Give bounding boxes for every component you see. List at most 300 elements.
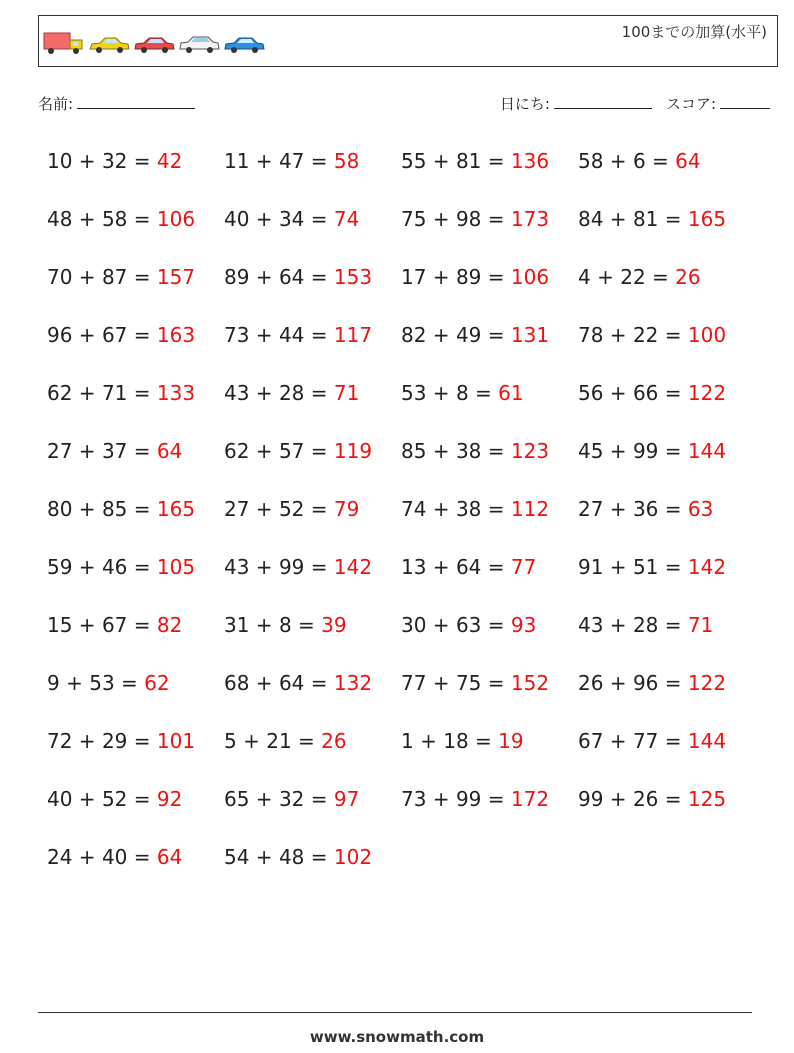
equals-sign: =	[304, 787, 334, 811]
answer: 71	[687, 613, 714, 637]
equals-sign: =	[658, 787, 688, 811]
answer: 39	[321, 613, 347, 637]
problem-item	[578, 491, 755, 549]
plus-sign: +	[249, 381, 279, 405]
equals-sign: =	[127, 381, 157, 405]
operand-a: 77	[401, 671, 427, 695]
equals-sign: =	[658, 207, 688, 231]
answer: 112	[510, 497, 550, 521]
answer: 26	[321, 729, 347, 753]
operand-a: 75	[401, 207, 427, 231]
plus-sign: +	[72, 729, 102, 753]
equals-sign: =	[304, 497, 334, 521]
problem-item	[47, 491, 224, 549]
problem-item	[401, 491, 578, 549]
answer: 153	[333, 265, 373, 289]
name-label: 名前:	[38, 95, 74, 113]
plus-sign: +	[249, 555, 279, 579]
operand-b: 22	[620, 265, 646, 289]
operand-a: 59	[47, 555, 73, 579]
problem-item	[578, 259, 755, 317]
equals-sign: =	[481, 323, 511, 347]
operand-a: 9	[47, 671, 60, 695]
plus-sign: +	[59, 671, 90, 695]
score-label: スコア:	[665, 95, 716, 113]
operand-b: 53	[89, 671, 115, 695]
answer: 165	[156, 497, 196, 521]
operand-a: 45	[578, 439, 604, 463]
operand-b: 99	[278, 555, 305, 579]
equals-sign: =	[658, 381, 688, 405]
plus-sign: +	[72, 497, 102, 521]
operand-b: 96	[632, 671, 659, 695]
operand-b: 37	[101, 439, 128, 463]
operand-b: 22	[632, 323, 659, 347]
plus-sign: +	[426, 149, 456, 173]
operand-b: 57	[278, 439, 305, 463]
plus-sign: +	[603, 149, 633, 173]
problem-item	[401, 607, 578, 665]
answer: 101	[156, 729, 196, 753]
plus-sign: +	[249, 787, 279, 811]
answer: 64	[156, 845, 183, 869]
plus-sign: +	[426, 555, 456, 579]
score-field	[666, 93, 770, 114]
problem-item	[224, 143, 401, 201]
problem-grid	[47, 143, 767, 897]
problem-item	[47, 433, 224, 491]
operand-a: 70	[47, 265, 73, 289]
problem-item	[224, 607, 401, 665]
answer: 93	[510, 613, 537, 637]
problem-item	[47, 375, 224, 433]
operand-a: 40	[224, 207, 250, 231]
answer: 144	[687, 729, 727, 753]
operand-a: 27	[578, 497, 604, 521]
operand-b: 99	[632, 439, 659, 463]
operand-a: 27	[47, 439, 73, 463]
problem-item	[224, 201, 401, 259]
plus-sign: +	[72, 439, 102, 463]
answer: 100	[687, 323, 727, 347]
equals-sign: =	[481, 671, 511, 695]
operand-a: 31	[224, 613, 250, 637]
footer-url: www.snowmath.com	[309, 1028, 485, 1046]
equals-sign: =	[658, 323, 688, 347]
operand-b: 98	[455, 207, 482, 231]
equals-sign: =	[127, 845, 157, 869]
plus-sign: +	[603, 729, 633, 753]
plus-sign: +	[426, 207, 456, 231]
equals-sign: =	[658, 555, 688, 579]
operand-a: 73	[401, 787, 427, 811]
operand-a: 80	[47, 497, 73, 521]
operand-a: 73	[224, 323, 250, 347]
equals-sign: =	[304, 207, 334, 231]
problem-item	[578, 201, 755, 259]
operand-a: 58	[578, 149, 604, 173]
problem-item	[401, 433, 578, 491]
operand-b: 44	[278, 323, 305, 347]
problem-item	[47, 607, 224, 665]
plus-sign: +	[72, 265, 102, 289]
plus-sign: +	[249, 265, 279, 289]
answer: 77	[510, 555, 537, 579]
equals-sign: =	[127, 497, 157, 521]
problem-item	[224, 549, 401, 607]
operand-b: 66	[632, 381, 659, 405]
operand-a: 56	[578, 381, 604, 405]
answer: 79	[333, 497, 360, 521]
problem-item	[47, 143, 224, 201]
equals-sign: =	[127, 555, 157, 579]
plus-sign: +	[603, 439, 633, 463]
plus-sign: +	[426, 265, 456, 289]
operand-b: 26	[632, 787, 659, 811]
yellow-car-icon	[88, 35, 130, 55]
white-car-icon	[178, 35, 220, 55]
footer-divider	[38, 1012, 752, 1013]
answer: 117	[333, 323, 373, 347]
equals-sign: =	[114, 671, 145, 695]
red-car-icon	[133, 35, 175, 55]
operand-b: 38	[455, 439, 482, 463]
operand-a: 13	[401, 555, 427, 579]
operand-a: 26	[578, 671, 604, 695]
plus-sign: +	[426, 497, 456, 521]
answer: 82	[156, 613, 183, 637]
operand-b: 46	[101, 555, 128, 579]
equals-sign: =	[645, 149, 676, 173]
operand-a: 53	[401, 381, 427, 405]
answer: 144	[687, 439, 727, 463]
problem-item	[401, 665, 578, 723]
problem-item	[224, 317, 401, 375]
answer: 102	[333, 845, 373, 869]
problem-item	[47, 781, 224, 839]
plus-sign: +	[236, 729, 267, 753]
operand-a: 65	[224, 787, 250, 811]
problem-item	[401, 723, 578, 781]
equals-sign: =	[658, 497, 688, 521]
plus-sign: +	[72, 555, 102, 579]
problem-item	[47, 259, 224, 317]
equals-sign: =	[127, 207, 157, 231]
answer: 133	[156, 381, 196, 405]
answer: 71	[333, 381, 360, 405]
answer: 123	[510, 439, 550, 463]
equals-sign: =	[658, 613, 688, 637]
answer: 131	[510, 323, 550, 347]
operand-a: 55	[401, 149, 427, 173]
plus-sign: +	[72, 207, 102, 231]
operand-b: 36	[632, 497, 659, 521]
plus-sign: +	[249, 323, 279, 347]
operand-b: 64	[455, 555, 482, 579]
equals-sign: =	[127, 323, 157, 347]
truck-icon	[43, 31, 85, 55]
problem-item	[401, 549, 578, 607]
answer: 136	[510, 149, 550, 173]
plus-sign: +	[603, 555, 633, 579]
answer: 122	[687, 381, 727, 405]
operand-a: 62	[47, 381, 73, 405]
operand-b: 21	[266, 729, 292, 753]
answer: 157	[156, 265, 196, 289]
operand-a: 74	[401, 497, 427, 521]
operand-a: 1	[401, 729, 414, 753]
plus-sign: +	[426, 671, 456, 695]
operand-b: 48	[278, 845, 305, 869]
equals-sign: =	[658, 439, 688, 463]
equals-sign: =	[304, 439, 334, 463]
problem-item	[578, 375, 755, 433]
problem-item	[224, 723, 401, 781]
operand-b: 52	[278, 497, 305, 521]
operand-a: 24	[47, 845, 73, 869]
equals-sign: =	[481, 787, 511, 811]
problem-item	[401, 201, 578, 259]
answer: 122	[687, 671, 727, 695]
equals-sign: =	[481, 613, 511, 637]
problem-item	[47, 665, 224, 723]
equals-sign: =	[127, 265, 157, 289]
operand-b: 81	[632, 207, 659, 231]
operand-a: 40	[47, 787, 73, 811]
answer: 142	[333, 555, 373, 579]
plus-sign: +	[413, 729, 444, 753]
operand-a: 43	[578, 613, 604, 637]
plus-sign: +	[72, 787, 102, 811]
plus-sign: +	[603, 381, 633, 405]
operand-a: 78	[578, 323, 604, 347]
operand-b: 89	[455, 265, 482, 289]
operand-a: 15	[47, 613, 73, 637]
plus-sign: +	[249, 497, 279, 521]
equals-sign: =	[291, 729, 322, 753]
operand-b: 28	[278, 381, 305, 405]
operand-a: 62	[224, 439, 250, 463]
problem-item	[224, 665, 401, 723]
equals-sign: =	[658, 671, 688, 695]
worksheet-title: 100までの加算(水平)	[621, 23, 767, 41]
plus-sign: +	[603, 207, 633, 231]
problem-item	[224, 781, 401, 839]
operand-b: 81	[455, 149, 482, 173]
operand-b: 40	[101, 845, 128, 869]
operand-b: 32	[278, 787, 305, 811]
date-score-fields	[500, 93, 770, 114]
answer: 42	[156, 149, 183, 173]
answer: 19	[498, 729, 524, 753]
operand-a: 30	[401, 613, 427, 637]
operand-b: 75	[455, 671, 482, 695]
problem-item	[47, 317, 224, 375]
operand-a: 43	[224, 555, 250, 579]
problem-item	[578, 433, 755, 491]
operand-b: 8	[278, 613, 292, 637]
date-blank[interactable]	[554, 94, 652, 109]
problem-item	[578, 317, 755, 375]
operand-a: 82	[401, 323, 427, 347]
equals-sign: =	[481, 149, 511, 173]
operand-a: 99	[578, 787, 604, 811]
operand-a: 48	[47, 207, 73, 231]
answer: 172	[510, 787, 550, 811]
problem-item	[47, 549, 224, 607]
equals-sign: =	[481, 439, 511, 463]
problem-item	[578, 723, 755, 781]
date-field	[500, 93, 652, 114]
operand-b: 32	[101, 149, 128, 173]
plus-sign: +	[249, 439, 279, 463]
answer: 63	[687, 497, 714, 521]
operand-a: 4	[578, 265, 591, 289]
answer: 106	[156, 207, 196, 231]
blue-car-icon	[223, 35, 265, 55]
plus-sign: +	[603, 787, 633, 811]
answer: 173	[510, 207, 550, 231]
answer: 64	[156, 439, 183, 463]
equals-sign: =	[291, 613, 322, 637]
plus-sign: +	[72, 323, 102, 347]
plus-sign: +	[72, 381, 102, 405]
equals-sign: =	[127, 439, 157, 463]
equals-sign: =	[481, 555, 511, 579]
operand-a: 5	[224, 729, 237, 753]
operand-b: 28	[632, 613, 659, 637]
operand-b: 58	[101, 207, 128, 231]
problem-item	[401, 143, 578, 201]
operand-b: 63	[455, 613, 482, 637]
operand-a: 84	[578, 207, 604, 231]
name-blank[interactable]	[77, 94, 195, 109]
plus-sign: +	[426, 323, 456, 347]
operand-a: 10	[47, 149, 73, 173]
problem-item	[578, 549, 755, 607]
problem-item	[401, 375, 578, 433]
operand-b: 71	[101, 381, 128, 405]
equals-sign: =	[127, 149, 157, 173]
equals-sign: =	[481, 497, 511, 521]
operand-b: 67	[101, 323, 128, 347]
plus-sign: +	[72, 613, 102, 637]
plus-sign: +	[590, 265, 621, 289]
operand-b: 51	[632, 555, 659, 579]
plus-sign: +	[249, 671, 279, 695]
answer: 26	[675, 265, 701, 289]
equals-sign: =	[304, 265, 334, 289]
equals-sign: =	[127, 729, 157, 753]
answer: 64	[675, 149, 701, 173]
operand-b: 64	[278, 671, 305, 695]
equals-sign: =	[304, 149, 334, 173]
plus-sign: +	[249, 845, 279, 869]
operand-b: 67	[101, 613, 128, 637]
equals-sign: =	[304, 845, 334, 869]
problem-item	[578, 607, 755, 665]
operand-a: 27	[224, 497, 250, 521]
score-blank[interactable]	[720, 94, 770, 109]
answer: 125	[687, 787, 727, 811]
operand-a: 67	[578, 729, 604, 753]
equals-sign: =	[304, 555, 334, 579]
operand-b: 38	[455, 497, 482, 521]
answer: 142	[687, 555, 727, 579]
problem-item	[224, 491, 401, 549]
answer: 58	[333, 149, 360, 173]
answer: 163	[156, 323, 196, 347]
operand-a: 72	[47, 729, 73, 753]
operand-a: 96	[47, 323, 73, 347]
date-label: 日にち:	[499, 95, 550, 113]
operand-b: 52	[101, 787, 128, 811]
operand-b: 47	[278, 149, 305, 173]
operand-b: 85	[101, 497, 128, 521]
plus-sign: +	[603, 497, 633, 521]
problem-item	[578, 781, 755, 839]
answer: 106	[510, 265, 550, 289]
operand-b: 29	[101, 729, 128, 753]
plus-sign: +	[426, 787, 456, 811]
plus-sign: +	[72, 149, 102, 173]
equals-sign: =	[645, 265, 676, 289]
plus-sign: +	[603, 613, 633, 637]
equals-sign: =	[304, 381, 334, 405]
equals-sign: =	[468, 729, 499, 753]
equals-sign: =	[468, 381, 499, 405]
problem-item	[47, 723, 224, 781]
plus-sign: +	[426, 439, 456, 463]
problem-item	[224, 839, 401, 897]
plus-sign: +	[603, 671, 633, 695]
operand-a: 91	[578, 555, 604, 579]
answer: 132	[333, 671, 373, 695]
equals-sign: =	[127, 613, 157, 637]
answer: 119	[333, 439, 373, 463]
operand-b: 8	[455, 381, 469, 405]
operand-b: 6	[632, 149, 646, 173]
plus-sign: +	[249, 207, 279, 231]
equals-sign: =	[127, 787, 157, 811]
operand-a: 68	[224, 671, 250, 695]
answer: 152	[510, 671, 550, 695]
equals-sign: =	[481, 265, 511, 289]
problem-item	[224, 375, 401, 433]
answer: 165	[687, 207, 727, 231]
problem-item	[47, 839, 224, 897]
answer: 74	[333, 207, 360, 231]
answer: 61	[498, 381, 524, 405]
operand-b: 18	[443, 729, 469, 753]
equals-sign: =	[304, 671, 334, 695]
problem-item	[224, 259, 401, 317]
problem-item	[47, 201, 224, 259]
problem-item	[578, 665, 755, 723]
operand-b: 77	[632, 729, 659, 753]
equals-sign: =	[481, 207, 511, 231]
answer: 92	[156, 787, 183, 811]
operand-b: 49	[455, 323, 482, 347]
plus-sign: +	[72, 845, 102, 869]
equals-sign: =	[304, 323, 334, 347]
operand-a: 85	[401, 439, 427, 463]
worksheet-header	[38, 15, 778, 67]
problem-item	[224, 433, 401, 491]
plus-sign: +	[426, 613, 456, 637]
answer: 97	[333, 787, 360, 811]
problem-item	[401, 259, 578, 317]
